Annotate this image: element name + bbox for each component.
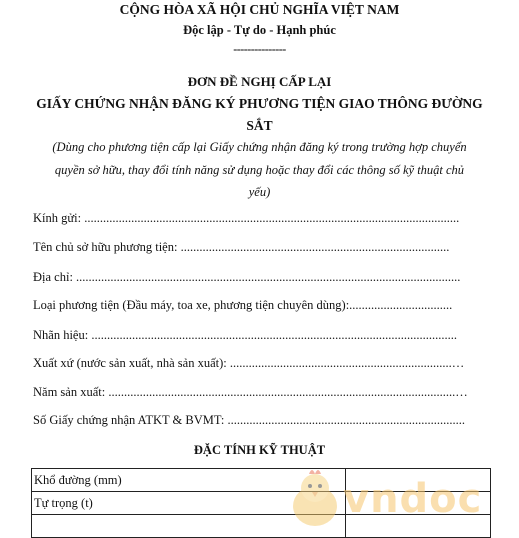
table-row <box>32 469 491 492</box>
spec-label: Tự trọng (t) <box>32 492 346 515</box>
field-owner-name[interactable]: Tên chủ sở hữu phương tiện: ...................................................................................... <box>33 240 450 254</box>
form-title-line-2: GIẤY CHỨNG NHẬN ĐĂNG KÝ PHƯƠNG TIỆN GIAO THÔNG ĐƯỜNG <box>36 96 483 111</box>
field-manufacture-year[interactable]: Năm sản xuất: ...............................................................................................................… <box>33 385 468 399</box>
form-subtitle-line-2: quyền sở hữu, thay đổi tính năng sử dụng hoặc thay đổi các thông số kỹ thuật chủ <box>54 163 465 177</box>
nation-heading: CỘNG HÒA XÃ HỘI CHỦ NGHĨA VIỆT NAM <box>119 2 400 17</box>
field-certificate-number[interactable]: Số Giấy chứng nhận ATKT & BVMT: ............................................................................ <box>33 413 465 427</box>
field-vehicle-type[interactable]: Loại phương tiện (Đầu máy, toa xe, phương tiện chuyên dùng):................................. <box>33 298 453 312</box>
field-address[interactable]: Địa chỉ: ........................................................................................................................... <box>33 270 461 284</box>
form-subtitle-line-1: (Dùng cho phương tiện cấp lại Giấy chứng nhận đăng ký trong trường hợp chuyển <box>52 140 467 154</box>
heading-divider: --------------- <box>233 42 286 56</box>
spec-label <box>32 515 346 538</box>
spec-value-cell[interactable] <box>346 492 491 515</box>
form-title-line-3: SẮT <box>246 118 273 133</box>
motto: Độc lập - Tự do - Hạnh phúc <box>183 23 336 37</box>
table-row <box>32 492 491 515</box>
spec-value-cell[interactable] <box>346 469 491 492</box>
form-subtitle-line-3: yếu) <box>248 185 271 199</box>
spec-value-cell[interactable] <box>346 515 491 538</box>
spec-label: Khổ đường (mm) <box>32 469 346 492</box>
technical-specs-table <box>31 468 491 538</box>
field-origin[interactable]: Xuất xứ (nước sản xuất, nhà sản xuất): .......................................................................… <box>33 356 465 370</box>
field-recipient[interactable]: Kính gửi: ........................................................................................................................ <box>33 211 460 225</box>
field-brand[interactable]: Nhãn hiệu: ..................................................................................................................... <box>33 328 457 342</box>
technical-specs-heading: ĐẶC TÍNH KỸ THUẬT <box>193 443 326 457</box>
table-row <box>32 515 491 538</box>
form-title: ĐƠN ĐỀ NGHỊ CẤP LẠI <box>187 74 332 89</box>
watermark-text: vndoc <box>343 476 483 522</box>
